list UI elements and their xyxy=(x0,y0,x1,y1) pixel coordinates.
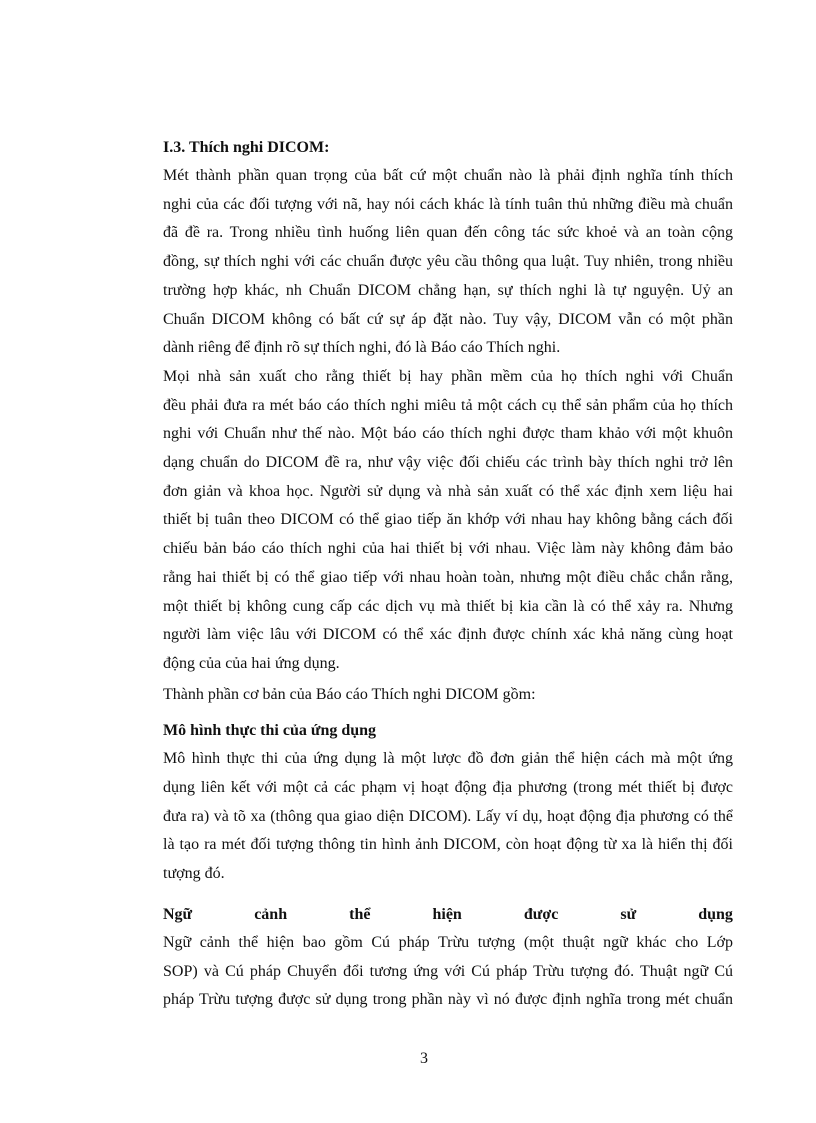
text-line: một thiết bị không cung cấp các dịch vụ mà thiết bị kia cần là có thể xảy ra. Nhưng xyxy=(163,597,733,615)
text-line: đưa ra) và tõ xa (thông qua giao diện DICOM). Lấy ví dụ, hoạt động địa phương có thể xyxy=(163,807,733,825)
text-line: đơn giản và khoa học. Người sử dụng và nhà sản xuất có thể xác định xem liệu hai xyxy=(163,482,733,500)
text-line: thiết bị tuân theo DICOM có thể giao tiếp ăn khớp với nhau hay không bằng cách đối xyxy=(163,511,733,529)
section-title: I.3. Thích nghi DICOM: xyxy=(163,139,330,156)
text-line: SOP) và Cú pháp Chuyển đổi tương ứng với Cú pháp Trừu tượng đó. Thuật ngữ Cú xyxy=(163,962,733,980)
text-line: đồng, sự thích nghi với các chuẩn được yêu cầu thông qua luật. Tuy nhiên, trong nhiều xyxy=(163,253,733,271)
paragraph-conformance-intro xyxy=(163,162,733,363)
heading-word: được xyxy=(523,905,559,923)
text-line: pháp Trừu tượng được sử dụng trong phần này vì nó được định nghĩa trong mét chuẩn xyxy=(163,991,733,1009)
text-line: Ngữ cảnh thể hiện bao gồm Cú pháp Trừu tượng (một thuật ngữ khác cho Lớp xyxy=(163,933,733,951)
heading-word: thể xyxy=(349,905,371,923)
text-line: động của của hai ứng dụng. xyxy=(163,654,340,672)
text-line: dạng chuẩn do DICOM đề ra, như vậy việc đối chiếu các trình bày thích nghi trở lên xyxy=(163,454,733,472)
heading-word: dụng xyxy=(698,905,733,923)
text-line: rằng hai thiết bị có thể giao tiếp với nhau hoàn toàn, nhưng một điều chắc chắn rằng, xyxy=(163,568,733,586)
text-line: Mét thành phần quan trọng của bất cứ một chuẩn nào là phải định nghĩa tính thích xyxy=(163,167,733,184)
text-line: người làm việc lâu với DICOM có thể xác định được chính xác khả năng cùng hoạt xyxy=(163,626,733,644)
paragraph-components-intro: Thành phần cơ bản của Báo cáo Thích nghi DICOM gồm: xyxy=(163,685,536,703)
page-number: 3 xyxy=(420,1050,428,1067)
heading-word: cảnh xyxy=(254,905,288,923)
text-line: dành riêng để định rõ sự thích nghi, đó là Báo cáo Thích nghi. xyxy=(163,339,561,357)
page-content xyxy=(163,134,733,1015)
subheading-application-model: Mô hình thực thi của ứng dụng xyxy=(163,722,377,740)
text-line: Mọi nhà sản xuất cho rằng thiết bị hay phần mềm của họ thích nghi với Chuẩn xyxy=(163,367,733,385)
text-line: đều phải đưa ra mét báo cáo thích nghi miêu tả một cách cụ thể sản phẩm của họ thích xyxy=(163,396,733,414)
text-line: Mô hình thực thi của ứng dụng là một lược đồ đơn giản thể hiện cách mà một ứng xyxy=(163,750,733,768)
paragraph-presentation-context xyxy=(163,929,733,1015)
text-line: trường hợp khác, nh Chuẩn DICOM chẳng hạn, sự thích nghi là tự nguyện. Uỷ an xyxy=(163,281,733,299)
subheading-presentation-context xyxy=(163,901,733,929)
paragraph-conformance-statement xyxy=(163,363,733,679)
text-line: là tạo ra mét đối tượng thông tin hình ảnh DICOM, còn hoạt động từ xa là hiển thị đối xyxy=(163,836,733,854)
text-line: Chuẩn DICOM không có bất cứ sự áp đặt nào. Tuy vậy, DICOM vẫn có một phần xyxy=(163,310,733,328)
text-line: chiếu bản báo cáo thích nghi của hai thiết bị với nhau. Việc làm này không đảm bảo xyxy=(163,540,733,558)
text-line: dụng liên kết với một cả các phạm vị hoạt động địa phương (trong mét thiết bị được xyxy=(163,779,733,797)
heading-word: hiện xyxy=(432,905,462,923)
paragraph-application-model xyxy=(163,745,733,889)
text-line: đã đề ra. Trong nhiều tình huống liên quan đến công tác sức khoẻ và an toàn cộng xyxy=(163,224,733,242)
heading-word: Ngữ xyxy=(163,905,193,923)
text-line: nghi với Chuẩn như thế nào. Một báo cáo thích nghi được tham khảo với một khuôn xyxy=(163,425,733,443)
heading-word: sử xyxy=(620,905,637,923)
text-line: nghi của các đối tượng với nã, hay nói cách khác là tính tuân thủ những điều mà chuẩn xyxy=(163,195,733,213)
text-line: tượng đó. xyxy=(163,865,225,883)
